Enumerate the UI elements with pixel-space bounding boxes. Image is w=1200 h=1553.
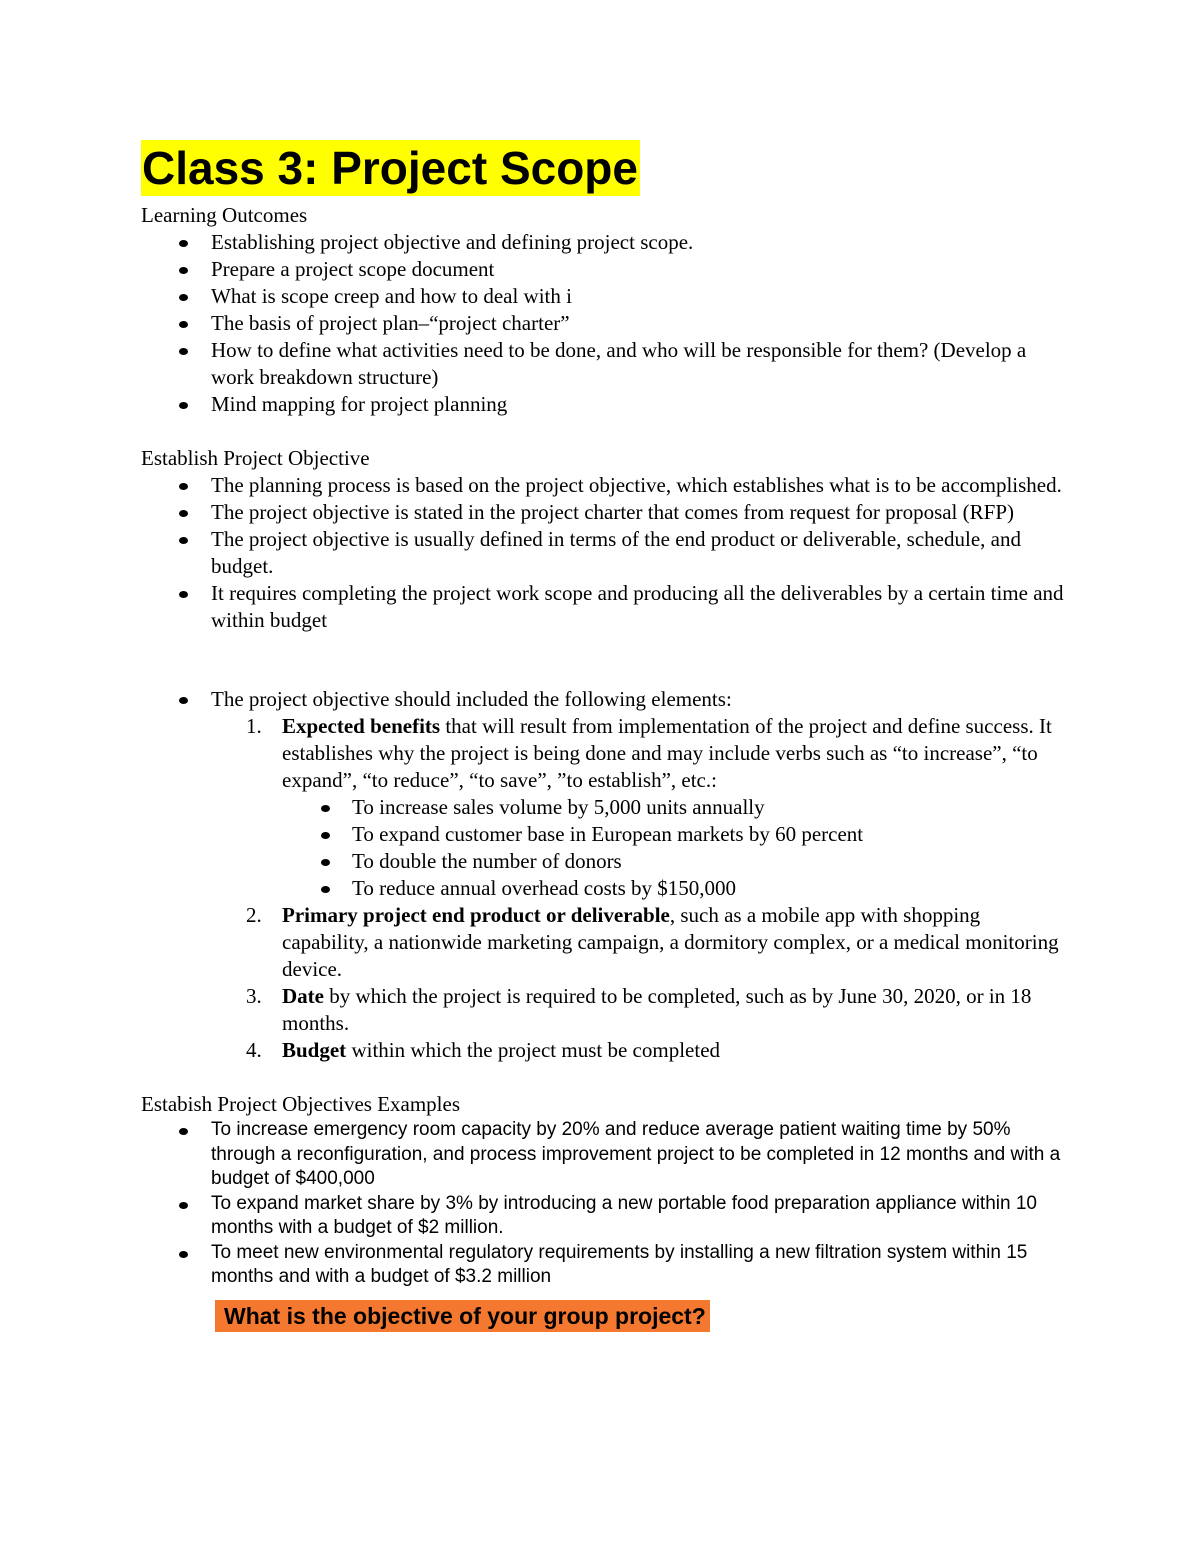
item-number: 1. bbox=[246, 714, 262, 738]
learning-outcomes-heading: Learning Outcomes bbox=[141, 203, 308, 227]
numbered-item bbox=[211, 983, 1071, 1037]
item-text: by which the project is required to be completed, such as by June 30, 2020, or in 18 months. bbox=[282, 984, 1032, 1035]
list-item: To expand market share by 3% by introducing a new portable food preparation appliance within 10 months with a budget of $2 million. bbox=[141, 1192, 1071, 1241]
item-bold-term: Budget bbox=[282, 1038, 347, 1062]
list-item: Prepare a project scope document bbox=[141, 256, 1071, 283]
list-item: To double the number of donors bbox=[282, 848, 1071, 875]
item-bold-term: Expected benefits bbox=[282, 714, 441, 738]
list-item: To expand customer base in European markets by 60 percent bbox=[282, 821, 1071, 848]
list-item: How to define what activities need to be done, and who will be responsible for them? (Develop a work breakdown structure) bbox=[141, 337, 1071, 391]
list-item: To increase emergency room capacity by 20% and reduce average patient waiting time by 50% through a reconfiguration, and process improvement project to be completed in 12 months and with a budget of $400,000 bbox=[141, 1118, 1071, 1192]
list-item: The planning process is based on the project objective, which establishes what is to be accomplished. bbox=[141, 472, 1071, 499]
item-bold-term: Date bbox=[282, 984, 324, 1008]
examples-heading: Estabish Project Objectives Examples bbox=[141, 1092, 461, 1116]
item-text: that will result from implementation of the project and define success. It establishes why the project is being done and may include verbs such as “to increase”, “to expand”, “to reduce”, “to save”, ”to establish”, etc.: bbox=[282, 714, 1052, 792]
examples-list bbox=[141, 1118, 1071, 1290]
list-item: To increase sales volume by 5,000 units annually bbox=[282, 794, 1071, 821]
list-item: What is scope creep and how to deal with i bbox=[141, 283, 1071, 310]
elements-intro: The project objective should included the following elements: bbox=[211, 687, 732, 711]
benefit-examples-list bbox=[282, 794, 1071, 902]
callout-row bbox=[215, 1300, 1071, 1332]
list-item: Mind mapping for project planning bbox=[141, 391, 1071, 418]
learning-outcomes-list bbox=[141, 229, 1071, 418]
numbered-item bbox=[211, 902, 1071, 983]
page-title: Class 3: Project Scope bbox=[142, 142, 638, 194]
list-item: Establishing project objective and defining project scope. bbox=[141, 229, 1071, 256]
list-item: The project objective is stated in the project charter that comes from request for proposal (RFP) bbox=[141, 499, 1071, 526]
item-number: 2. bbox=[246, 903, 262, 927]
item-number: 4. bbox=[246, 1038, 262, 1062]
item-text: within which the project must be completed bbox=[346, 1038, 721, 1062]
spacer bbox=[141, 418, 1071, 445]
elements-list bbox=[141, 686, 1071, 713]
item-text: , such as a mobile app with shopping capability, a nationwide marketing campaign, a dormitory complex, or a medical monitoring device. bbox=[282, 903, 1059, 981]
list-item: It requires completing the project work scope and producing all the deliverables by a certain time and within budget bbox=[141, 580, 1071, 634]
establish-objective-heading: Establish Project Objective bbox=[141, 446, 370, 470]
item-number: 3. bbox=[246, 984, 262, 1008]
objective-elements-numbered-list bbox=[211, 713, 1071, 1064]
list-item bbox=[141, 686, 1071, 713]
spacer bbox=[141, 634, 1071, 686]
item-bold-term: Primary project end product or deliverable bbox=[282, 903, 670, 927]
document-body bbox=[141, 140, 1071, 1332]
numbered-item bbox=[211, 713, 1071, 902]
establish-objective-list bbox=[141, 472, 1071, 634]
title-row bbox=[141, 140, 1071, 198]
list-item: The project objective is usually defined in terms of the end product or deliverable, schedule, and budget. bbox=[141, 526, 1071, 580]
list-item: To reduce annual overhead costs by $150,000 bbox=[282, 875, 1071, 902]
list-item: To meet new environmental regulatory requirements by installing a new filtration system within 15 months and with a budget of $3.2 million bbox=[141, 1241, 1071, 1290]
group-project-question: What is the objective of your group project? bbox=[215, 1300, 710, 1332]
numbered-item bbox=[211, 1037, 1071, 1064]
list-item: The basis of project plan–“project charter” bbox=[141, 310, 1071, 337]
